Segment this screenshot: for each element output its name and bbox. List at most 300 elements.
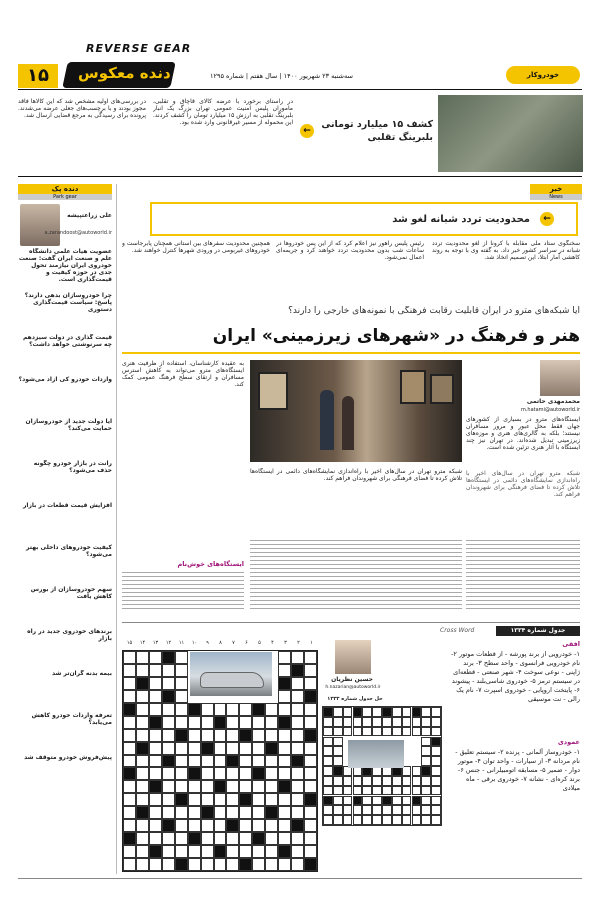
crossword-cell[interactable] (175, 690, 188, 703)
crossword-cell[interactable] (201, 858, 214, 871)
solution-cell (353, 707, 363, 717)
crossword-cell[interactable] (123, 793, 136, 806)
crossword-cell[interactable] (214, 793, 227, 806)
crossword-cell[interactable] (123, 742, 136, 755)
crossword-cell[interactable] (252, 703, 265, 716)
crossword-cell[interactable] (175, 819, 188, 832)
section-title-en: REVERSE GEAR (86, 42, 192, 55)
crossword-cell[interactable] (162, 716, 175, 729)
solution-cell (412, 786, 422, 796)
crossword-cell[interactable] (214, 767, 227, 780)
crossword-cell[interactable] (162, 651, 175, 664)
crossword-cell[interactable] (265, 832, 278, 845)
crossword-cell[interactable] (265, 819, 278, 832)
crossword-cell[interactable] (291, 845, 304, 858)
crossword-cell[interactable] (162, 729, 175, 742)
column-item: تعرفه واردات خودرو کاهش می‌یابد؟ (31, 712, 112, 726)
column-tag-en: Park gear (18, 194, 112, 200)
feature-author-name: محمدمهدی حاتمی (526, 398, 580, 405)
col-number: ۱۲ (165, 640, 172, 646)
crossword-cell[interactable] (175, 793, 188, 806)
crossword-cell[interactable] (162, 806, 175, 819)
crossword-cell[interactable] (278, 742, 291, 755)
solution-cell (421, 805, 431, 815)
solution-cell (412, 805, 422, 815)
car-body-shape (200, 672, 264, 688)
crossword-cell[interactable] (291, 832, 304, 845)
crossword-cell[interactable] (278, 832, 291, 845)
column-item: آیا دولت جدید از خودروسازان حمایت می‌کند؟ (25, 418, 112, 432)
crossword-cell[interactable] (291, 819, 304, 832)
crossword-cell[interactable] (123, 767, 136, 780)
crossword-cell[interactable] (265, 793, 278, 806)
crossword-cell[interactable] (304, 677, 317, 690)
crossword-cell[interactable] (162, 690, 175, 703)
crossword-cell[interactable] (201, 729, 214, 742)
crossword-cell[interactable] (291, 690, 304, 703)
crossword-cell[interactable] (162, 703, 175, 716)
crossword-cell[interactable] (136, 742, 149, 755)
crossword-cell[interactable] (278, 651, 291, 664)
crossword-cell[interactable] (304, 858, 317, 871)
crossword-cell[interactable] (304, 651, 317, 664)
crossword-cell[interactable] (291, 780, 304, 793)
crossword-cell[interactable] (136, 806, 149, 819)
crossword-cell[interactable] (304, 793, 317, 806)
artwork-frame (430, 374, 454, 404)
crossword-cell[interactable] (136, 767, 149, 780)
crossword-cell[interactable] (149, 651, 162, 664)
crossword-cell[interactable] (252, 729, 265, 742)
solution-cell (392, 717, 402, 727)
crossword-cell[interactable] (291, 664, 304, 677)
crossword-cell[interactable] (136, 716, 149, 729)
crossword-cell[interactable] (278, 806, 291, 819)
crossword-cell[interactable] (252, 742, 265, 755)
crossword-cell[interactable] (123, 780, 136, 793)
crossword-cell[interactable] (123, 832, 136, 845)
crossword-cell[interactable] (265, 755, 278, 768)
crossword-cell[interactable] (162, 819, 175, 832)
crossword-cell[interactable] (304, 690, 317, 703)
columnist-name: علی زراعتپیشه (67, 212, 112, 219)
crossword-cell[interactable] (188, 780, 201, 793)
crossword-cell[interactable] (226, 703, 239, 716)
crossword-cell[interactable] (291, 755, 304, 768)
col-number: ۱۰ (191, 640, 198, 646)
crossword-cell[interactable] (214, 858, 227, 871)
crossword-cell[interactable] (175, 742, 188, 755)
crossword-cell[interactable] (201, 780, 214, 793)
crossword-cell[interactable] (188, 806, 201, 819)
crossword-cell[interactable] (175, 767, 188, 780)
crossword-cell[interactable] (162, 755, 175, 768)
crossword-cell[interactable] (136, 845, 149, 858)
crossword-cell[interactable] (136, 832, 149, 845)
crossword-cell[interactable] (278, 729, 291, 742)
crossword-cell[interactable] (162, 793, 175, 806)
crossword-cell[interactable] (265, 742, 278, 755)
crossword-cell[interactable] (226, 780, 239, 793)
crossword-cell[interactable] (136, 729, 149, 742)
solution-cell (362, 717, 372, 727)
crossword-cell[interactable] (136, 690, 149, 703)
crossword-cell[interactable] (252, 819, 265, 832)
crossword-cell[interactable] (226, 755, 239, 768)
solution-cell (421, 756, 431, 766)
crossword-cell[interactable] (188, 845, 201, 858)
crossword-cell[interactable] (201, 806, 214, 819)
solution-cell (431, 796, 441, 806)
crossword-cell[interactable] (214, 780, 227, 793)
crossword-cell[interactable] (304, 755, 317, 768)
crossword-cell[interactable] (149, 819, 162, 832)
crossword-cell[interactable] (278, 716, 291, 729)
crossword-cell[interactable] (214, 742, 227, 755)
crossword-cell[interactable] (175, 806, 188, 819)
crossword-cell[interactable] (201, 793, 214, 806)
crossword-cell[interactable] (214, 729, 227, 742)
crossword-cell[interactable] (226, 832, 239, 845)
crossword-cell[interactable] (278, 703, 291, 716)
crossword-cell[interactable] (162, 664, 175, 677)
crossword-cell[interactable] (291, 716, 304, 729)
crossword-cell[interactable] (214, 832, 227, 845)
crossword-author-email: h.nazarian@autoworld.ir (325, 685, 381, 690)
crossword-cell[interactable] (149, 832, 162, 845)
solution-cell (353, 776, 363, 786)
crossword-cell[interactable] (149, 793, 162, 806)
crossword-cell[interactable] (304, 703, 317, 716)
crossword-cell[interactable] (214, 819, 227, 832)
crossword-cell[interactable] (239, 806, 252, 819)
feature-body-lines (250, 540, 462, 612)
crossword-cell[interactable] (123, 690, 136, 703)
solution-cell (333, 766, 343, 776)
crossword-cell[interactable] (201, 742, 214, 755)
crossword-col-numbers (122, 640, 318, 648)
crossword-cell[interactable] (188, 767, 201, 780)
crossword-cell[interactable] (239, 755, 252, 768)
crossword-cell[interactable] (149, 716, 162, 729)
crossword-cell[interactable] (175, 703, 188, 716)
crossword-cell[interactable] (136, 703, 149, 716)
crossword-cell[interactable] (265, 767, 278, 780)
crossword-cell[interactable] (291, 793, 304, 806)
crossword-cell[interactable] (239, 845, 252, 858)
solution-cell (412, 766, 422, 776)
crossword-cell[interactable] (278, 793, 291, 806)
crossword-cell[interactable] (265, 806, 278, 819)
crossword-cell[interactable] (226, 767, 239, 780)
solution-cell (333, 746, 343, 756)
crossword-cell[interactable] (304, 716, 317, 729)
crossword-cell[interactable] (188, 742, 201, 755)
solution-cell (382, 805, 392, 815)
crossword-cell[interactable] (278, 858, 291, 871)
crossword-cell[interactable] (162, 858, 175, 871)
crossword-cell[interactable] (149, 729, 162, 742)
crossword-cell[interactable] (175, 755, 188, 768)
crossword-cell[interactable] (136, 664, 149, 677)
solution-cell (402, 786, 412, 796)
solution-cell (343, 717, 353, 727)
crossword-cell[interactable] (175, 716, 188, 729)
crossword-cell[interactable] (278, 767, 291, 780)
brand-logo: خودروکار (506, 66, 580, 84)
crossword-cell[interactable] (162, 742, 175, 755)
crossword-cell[interactable] (252, 845, 265, 858)
top-news-body-left: در بررسی‌های اولیه مشخص شد که این کالاها فاقد مجوز بودند و با برچسب‌های جعلی عرضه می‌شدند. پرونده برای رسیدگی به مرجع قضایی ارسال شد. (18, 98, 146, 119)
crossword-cell[interactable] (252, 767, 265, 780)
solution-cell (412, 815, 422, 825)
crossword-cell[interactable] (201, 819, 214, 832)
crossword-cell[interactable] (214, 716, 227, 729)
crossword-cell[interactable] (175, 845, 188, 858)
crossword-cell[interactable] (214, 703, 227, 716)
crossword-cell[interactable] (252, 806, 265, 819)
top-news-divider (18, 176, 582, 177)
across-title: افقی (562, 640, 580, 648)
crossword-cell[interactable] (304, 806, 317, 819)
crossword-cell[interactable] (278, 780, 291, 793)
arrow-left-icon: ← (300, 124, 314, 138)
crossword-cell[interactable] (291, 767, 304, 780)
solution-cell (402, 727, 412, 737)
crossword-cell[interactable] (226, 729, 239, 742)
solution-cell (333, 756, 343, 766)
crossword-cell[interactable] (278, 819, 291, 832)
solution-cell (353, 805, 363, 815)
crossword-cell[interactable] (149, 742, 162, 755)
crossword-cell[interactable] (136, 793, 149, 806)
crossword-cell[interactable] (188, 716, 201, 729)
crossword-cell[interactable] (149, 767, 162, 780)
col-number: ۱۱ (178, 640, 185, 646)
crossword-cell[interactable] (239, 780, 252, 793)
solution-cell (343, 776, 353, 786)
columnist-avatar (20, 204, 60, 246)
crossword-cell[interactable] (291, 703, 304, 716)
crossword-cell[interactable] (304, 832, 317, 845)
crossword-cell[interactable] (149, 677, 162, 690)
solution-cell (412, 727, 422, 737)
crossword-cell[interactable] (278, 845, 291, 858)
crossword-cell[interactable] (149, 845, 162, 858)
crossword-cell[interactable] (278, 664, 291, 677)
crossword-cell[interactable] (201, 716, 214, 729)
crossword-cell[interactable] (304, 780, 317, 793)
column-item: قیمت گذاری در دولت سیزدهم چه سرنوشتی خواهد داشت؟ (22, 334, 112, 348)
solution-cell (333, 727, 343, 737)
solution-cell (353, 815, 363, 825)
crossword-cell[interactable] (291, 742, 304, 755)
crossword-cell[interactable] (291, 806, 304, 819)
crossword-cell[interactable] (278, 690, 291, 703)
crossword-cell[interactable] (149, 703, 162, 716)
crossword-cell[interactable] (226, 716, 239, 729)
crossword-cell[interactable] (265, 703, 278, 716)
solution-cell (372, 786, 382, 796)
crossword-cell[interactable] (239, 832, 252, 845)
crossword-cell[interactable] (175, 664, 188, 677)
solution-cell (382, 727, 392, 737)
crossword-cell[interactable] (123, 703, 136, 716)
crossword-cell[interactable] (123, 651, 136, 664)
crossword-cell[interactable] (214, 755, 227, 768)
solution-cell (333, 737, 343, 747)
crossword-cell[interactable] (252, 793, 265, 806)
crossword-cell[interactable] (123, 806, 136, 819)
solution-cell (431, 717, 441, 727)
crossword-cell[interactable] (265, 716, 278, 729)
crossword-cell[interactable] (188, 703, 201, 716)
col-number: ۲ (297, 640, 300, 646)
crossword-cell[interactable] (149, 780, 162, 793)
crossword-cell[interactable] (278, 677, 291, 690)
crossword-cell[interactable] (188, 819, 201, 832)
crossword-cell[interactable] (136, 651, 149, 664)
solution-cell (362, 796, 372, 806)
crossword-cell[interactable] (123, 677, 136, 690)
crossword-cell[interactable] (304, 845, 317, 858)
solution-cell (402, 805, 412, 815)
solution-cell (421, 746, 431, 756)
crossword-cell[interactable] (162, 845, 175, 858)
solution-cell (382, 707, 392, 717)
crossword-cell[interactable] (175, 780, 188, 793)
crossword-cell[interactable] (252, 716, 265, 729)
crossword-cell[interactable] (214, 806, 227, 819)
solution-photo (348, 740, 404, 768)
crossword-cell[interactable] (188, 729, 201, 742)
crossword-cell[interactable] (252, 780, 265, 793)
crossword-cell[interactable] (201, 755, 214, 768)
col-number: ۸ (219, 640, 222, 646)
solution-cell (392, 786, 402, 796)
crossword-cell[interactable] (175, 651, 188, 664)
crossword-cell[interactable] (201, 832, 214, 845)
solution-cell (421, 786, 431, 796)
crossword-cell[interactable] (239, 729, 252, 742)
crossword-cell[interactable] (304, 742, 317, 755)
crossword-cell[interactable] (291, 858, 304, 871)
crossword-cell[interactable] (239, 767, 252, 780)
crossword-cell[interactable] (291, 729, 304, 742)
solution-cell (323, 815, 333, 825)
crossword-cell[interactable] (291, 677, 304, 690)
crossword-cell[interactable] (175, 858, 188, 871)
crossword-cell[interactable] (162, 767, 175, 780)
crossword-cell[interactable] (252, 755, 265, 768)
crossword-cell[interactable] (265, 729, 278, 742)
page-number: ۱۵ (18, 64, 58, 88)
crossword-cell[interactable] (188, 858, 201, 871)
crossword-cell[interactable] (188, 832, 201, 845)
crossword-cell[interactable] (123, 755, 136, 768)
crossword-cell[interactable] (188, 755, 201, 768)
crossword-cell[interactable] (239, 703, 252, 716)
crossword-cell[interactable] (226, 858, 239, 871)
col-number: ۵ (258, 640, 261, 646)
crossword-cell[interactable] (278, 755, 291, 768)
crossword-title: جدول شماره ۱۳۳۴ (496, 626, 580, 636)
crossword-cell[interactable] (226, 793, 239, 806)
crossword-cell[interactable] (239, 858, 252, 871)
crossword-cell[interactable] (175, 729, 188, 742)
solution-cell (421, 815, 431, 825)
crossword-cell[interactable] (304, 664, 317, 677)
crossword-cell[interactable] (149, 664, 162, 677)
crossword-cell[interactable] (239, 716, 252, 729)
crossword-cell[interactable] (291, 651, 304, 664)
crossword-cell[interactable] (239, 793, 252, 806)
crossword-cell[interactable] (214, 845, 227, 858)
solution-cell (402, 717, 412, 727)
crossword-cell[interactable] (123, 729, 136, 742)
crossword-cell[interactable] (175, 832, 188, 845)
solution-cell (431, 756, 441, 766)
crossword-cell[interactable] (136, 858, 149, 871)
solution-cell (343, 796, 353, 806)
crossword-cell[interactable] (175, 677, 188, 690)
crossword-cell[interactable] (265, 780, 278, 793)
crossword-cell[interactable] (136, 819, 149, 832)
crossword-cell[interactable] (304, 767, 317, 780)
crossword-cell[interactable] (201, 845, 214, 858)
solution-cell (421, 707, 431, 717)
crossword-cell[interactable] (252, 858, 265, 871)
crossword-cell[interactable] (149, 755, 162, 768)
solution-cell (323, 796, 333, 806)
crossword-cell[interactable] (265, 845, 278, 858)
crossword-cell[interactable] (304, 819, 317, 832)
solution-cell (343, 707, 353, 717)
crossword-cell[interactable] (252, 832, 265, 845)
crossword-cell[interactable] (123, 858, 136, 871)
crossword-cell[interactable] (123, 664, 136, 677)
crossword-cell[interactable] (239, 819, 252, 832)
crossword-cell[interactable] (188, 793, 201, 806)
crossword-cell[interactable] (123, 716, 136, 729)
solution-cell (323, 776, 333, 786)
crossword-cell[interactable] (239, 742, 252, 755)
news-col-1: سخنگوی ستاد ملی مقابله با کرونا از لغو محدودیت تردد شبانه در سراسر کشور خبر داد. به گفته وی با توجه به روند کاهشی آمار ابتلا، این تصمیم اتخاذ شد. (432, 240, 580, 261)
crossword-cell[interactable] (162, 780, 175, 793)
crossword-cell[interactable] (226, 819, 239, 832)
crossword-cell[interactable] (201, 703, 214, 716)
crossword-cell[interactable] (123, 845, 136, 858)
solution-cell (333, 796, 343, 806)
crossword-cell[interactable] (162, 677, 175, 690)
solution-cell (421, 737, 431, 747)
crossword-cell[interactable] (226, 806, 239, 819)
crossword-cell[interactable] (201, 767, 214, 780)
crossword-cell[interactable] (304, 729, 317, 742)
crossword-cell[interactable] (162, 832, 175, 845)
crossword-cell[interactable] (149, 858, 162, 871)
crossword-cell[interactable] (226, 742, 239, 755)
solution-cell (431, 815, 441, 825)
crossword-cell[interactable] (226, 845, 239, 858)
crossword-cell[interactable] (123, 819, 136, 832)
crossword-cell[interactable] (149, 690, 162, 703)
crossword-cell[interactable] (136, 755, 149, 768)
crossword-cell[interactable] (136, 677, 149, 690)
crossword-cell[interactable] (265, 858, 278, 871)
crossword-cell[interactable] (149, 806, 162, 819)
crossword-cell[interactable] (136, 780, 149, 793)
